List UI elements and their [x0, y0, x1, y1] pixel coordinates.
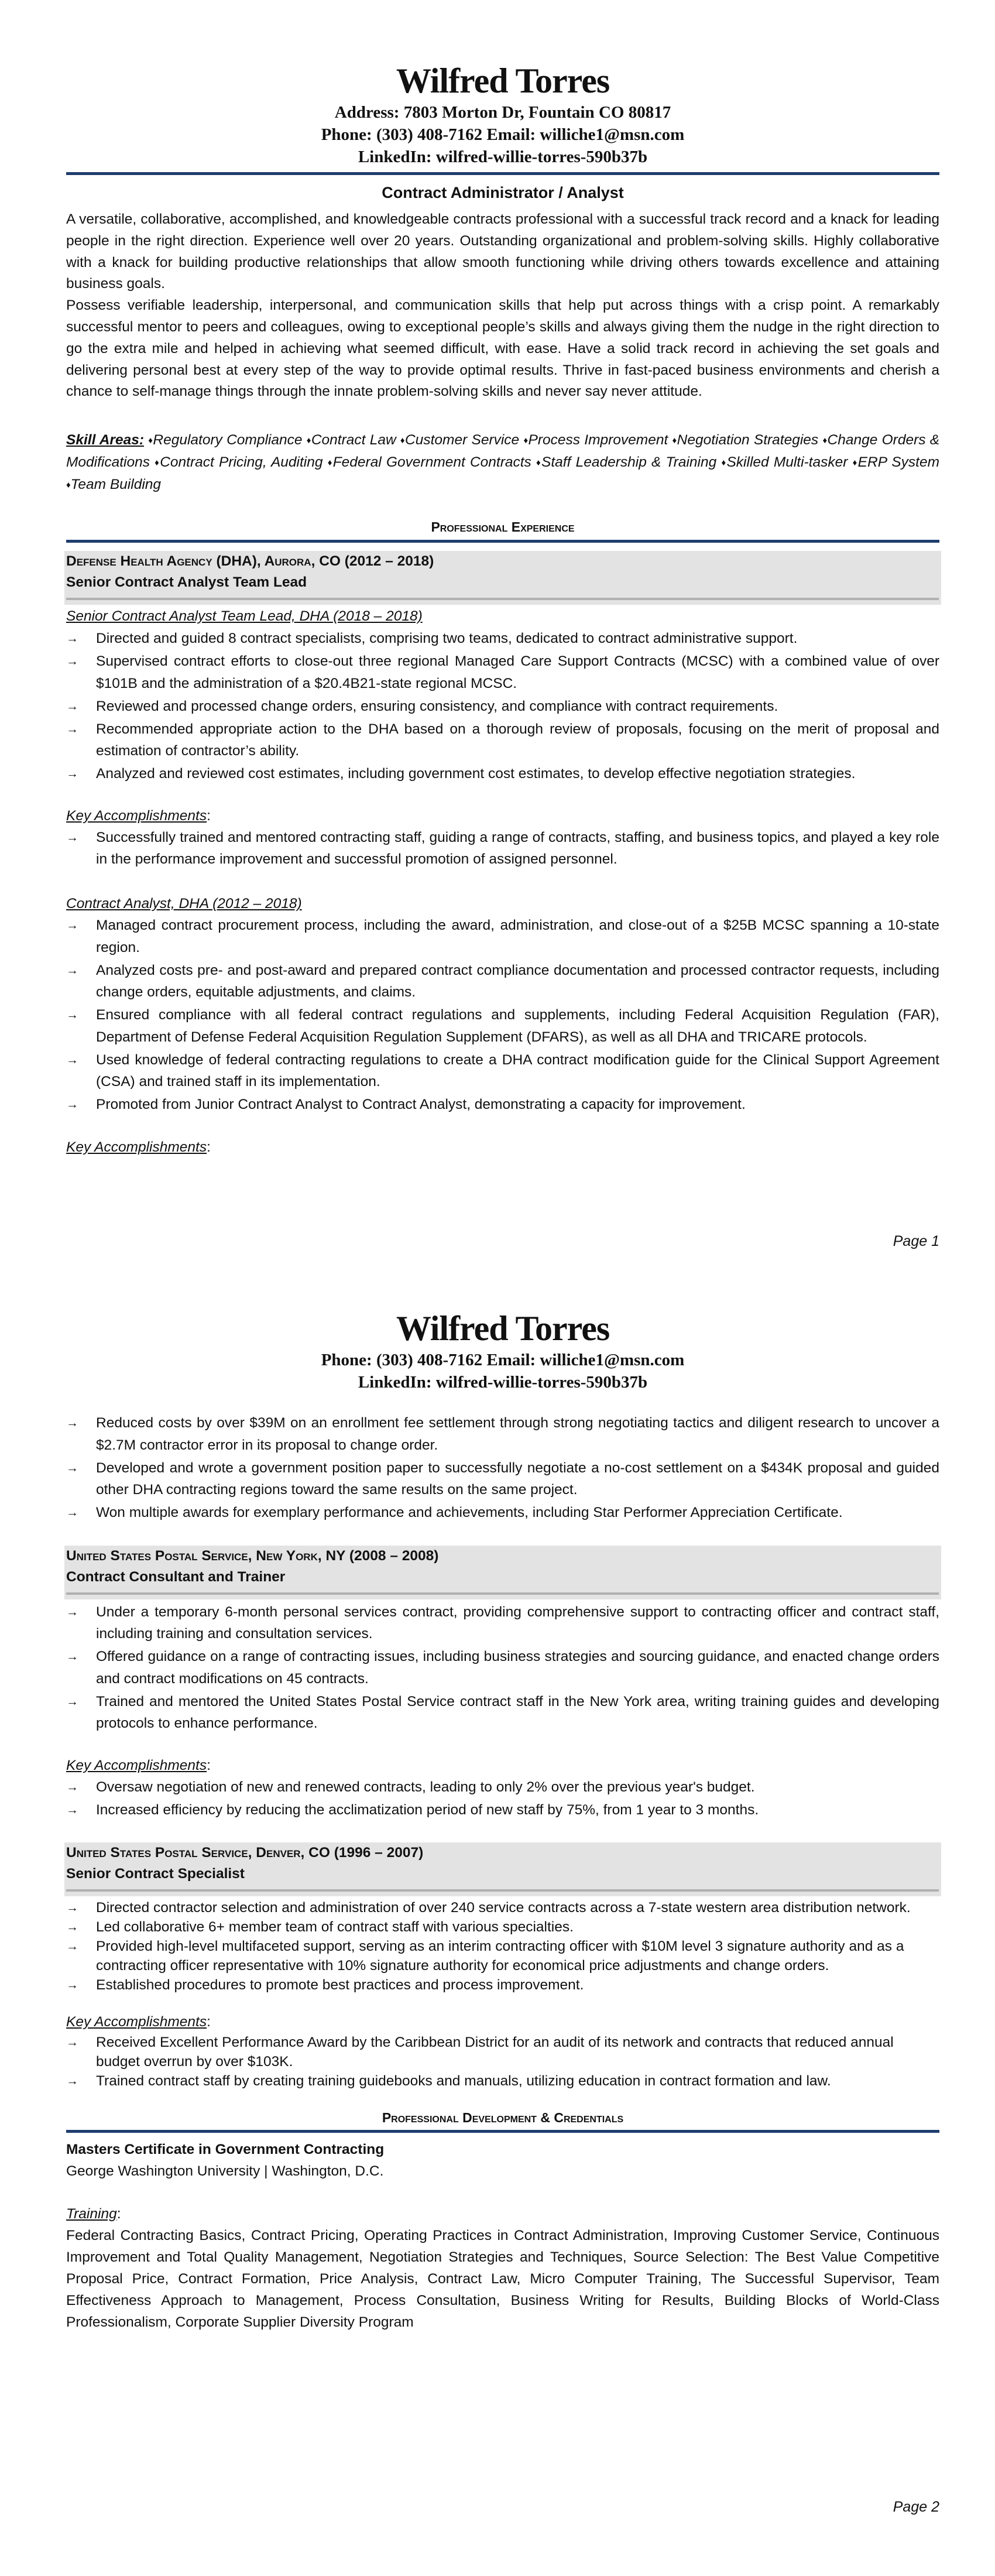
- list-item-text: Under a temporary 6-month personal services contract, providing comprehensive support to contracting officer and contract staff, including training and consultation services.: [96, 1604, 939, 1642]
- skill-areas: [66, 429, 939, 496]
- arrow-bullet-icon: →: [66, 1053, 78, 1067]
- diamond-bullet-icon: ♦: [822, 436, 828, 446]
- list-item: [66, 1776, 939, 1799]
- list-item: [66, 2071, 939, 2091]
- skill-item-text: ERP System: [857, 454, 939, 471]
- list-item-text: Reduced costs by over $39M on an enrollment fee settlement through strong negotiating tactics and diligent research to uncover a $2.7M contractor error in its proposal to change order.: [96, 1415, 939, 1453]
- arrow-bullet-icon: →: [66, 1461, 78, 1475]
- arrow-bullet-icon: →: [66, 1803, 78, 1817]
- key-accomplishments-label: [66, 2011, 939, 2033]
- header-divider: [66, 172, 939, 175]
- list-item: [66, 1502, 939, 1524]
- job-bullets: [66, 1601, 939, 1735]
- list-item-text: Promoted from Junior Contract Analyst to Contract Analyst, demonstrating a capacity for improvement.: [96, 1097, 746, 1113]
- list-item: [66, 1898, 939, 1917]
- list-item: [66, 1049, 939, 1093]
- list-item-text: Led collaborative 6+ member team of contract staff with various specialties.: [96, 1919, 574, 1935]
- arrow-bullet-icon: →: [66, 1605, 78, 1619]
- colon: :: [207, 1139, 211, 1155]
- job-title: Senior Contract Specialist: [66, 1866, 245, 1882]
- skill-item: [721, 454, 848, 470]
- list-item-text: Trained contract staff by creating training guidebooks and manuals, utilizing education in contract formation and law.: [96, 2073, 831, 2089]
- arrow-bullet-icon: →: [66, 767, 78, 781]
- skill-item: [400, 432, 519, 448]
- diamond-bullet-icon: ♦: [852, 458, 858, 468]
- accomplishment-bullets: [66, 1776, 939, 1821]
- diamond-bullet-icon: ♦: [155, 458, 160, 468]
- arrow-bullet-icon: →: [66, 1506, 78, 1519]
- job-divider: [66, 1592, 939, 1595]
- phone-email: Phone: (303) 408-7162 Email: williche1@msn.com: [321, 1351, 685, 1369]
- key-accomplishments-text: Key Accomplishments: [66, 2014, 207, 2030]
- arrow-bullet-icon: →: [66, 1940, 78, 1953]
- list-item: [66, 650, 939, 694]
- role-bullets: [66, 914, 939, 1116]
- candidate-name: Wilfred Torres: [396, 1309, 610, 1348]
- list-item-text: Developed and wrote a government position paper to successfully negotiate a no-cost settlement on a $434K proposal and guided other DHA contracting regions toward the same results on the same project.: [96, 1460, 939, 1498]
- arrow-bullet-icon: →: [66, 1780, 78, 1794]
- skill-item-text: Regulatory Compliance: [153, 432, 303, 448]
- key-accomplishments-text: Key Accomplishments: [66, 1757, 207, 1773]
- arrow-bullet-icon: →: [66, 1920, 78, 1934]
- list-item: [66, 1412, 939, 1456]
- arrow-bullet-icon: →: [66, 919, 78, 933]
- diamond-bullet-icon: ♦: [536, 458, 542, 468]
- degree: Masters Certificate in Government Contracting: [66, 2142, 385, 2157]
- list-item-text: Provided high-level multifaceted support, serving as an interim contracting officer with $10M level 3 signature authority and as a contracting officer representative with 10% signature authority for economical price adjustments and change orders.: [96, 1938, 904, 1974]
- list-item-text: Successfully trained and mentored contracting staff, guiding a range of contracts, staffing, and business topics, and played a key role in the performance improvement and successful promotion of assigned personnel.: [96, 829, 939, 868]
- colon: :: [207, 2014, 211, 2030]
- arrow-bullet-icon: →: [66, 699, 78, 713]
- diamond-bullet-icon: ♦: [306, 436, 311, 446]
- job-header: [64, 1842, 941, 1896]
- key-accomplishments-label: [66, 1755, 939, 1776]
- list-item-text: Managed contract procurement process, including the award, administration, and close-out of a $25B MCSC spanning a 10-state region.: [96, 917, 939, 955]
- skill-item: [328, 454, 531, 470]
- role-subtitle: Contract Analyst, DHA (2012 – 2018): [66, 896, 302, 912]
- skill-item: [523, 432, 668, 448]
- list-item: [66, 1601, 939, 1645]
- list-item: [66, 1917, 939, 1937]
- skill-areas-label: Skill Areas:: [66, 432, 144, 448]
- skill-item-text: Skilled Multi-tasker: [726, 454, 848, 471]
- skill-list: [66, 432, 939, 492]
- skill-item-text: Process Improvement: [528, 432, 668, 448]
- job-header: [64, 1546, 941, 1599]
- key-accomplishments-label: [66, 1136, 939, 1158]
- colon: :: [116, 2206, 121, 2222]
- skill-item-text: Customer Service: [405, 432, 520, 448]
- job-divider: [66, 1889, 939, 1892]
- list-item: [66, 1937, 939, 1975]
- company-name: United States Postal Service, Denver, CO (1996 – 2007): [66, 1845, 424, 1861]
- diamond-bullet-icon: ♦: [327, 458, 333, 468]
- school: George Washington University | Washington, D.C.: [66, 2163, 384, 2179]
- job-title: Senior Contract Analyst Team Lead: [66, 574, 307, 591]
- training-list: Federal Contracting Basics, Contract Pricing, Operating Practices in Contract Administration, Improving Customer Service, Continuous Improvement and Total Quality Management, Negotiation Strategies and Techniques, Source Selection: The Best Value Competitive Proposal Price, Contract Formation, Price Analysis, Contract Law, Micro Computer Training, The Successful Supervisor, Team Effectiveness Approach to Management, Process Consultation, Business Writing for Results, Building Blocks of World-Class Professionalism, Corporate Supplier Diversity Program: [66, 2228, 939, 2330]
- role-bullets: [66, 628, 939, 785]
- arrow-bullet-icon: →: [66, 1098, 78, 1112]
- list-item-text: Reviewed and processed change orders, ensuring consistency, and compliance with contract requirements.: [96, 698, 778, 714]
- summary-paragraph: Possess verifiable leadership, interpersonal, and communication skills that help put across things with a crisp point. A remarkably successful mentor to peers and colleagues, owing to exceptional people’s skills and always giving them the nudge in the right direction to go the extra mile and helped in achieving what seemed difficult, with ease. Have a solid track record in achieving the set goals and delivering personal best at every step of the way to provide optimal results. Thrive in fast-paced business environments and cherish a chance to self-manage things through the innate problem-solving skills and never say never attitude.: [66, 297, 939, 400]
- section-heading-experience: Professional Experience: [431, 519, 575, 535]
- arrow-bullet-icon: →: [66, 655, 78, 669]
- arrow-bullet-icon: →: [66, 722, 78, 736]
- list-item-text: Won multiple awards for exemplary performance and achievements, including Star Performer Appreciation Certificate.: [96, 1505, 843, 1520]
- list-item-text: Established procedures to promote best practices and process improvement.: [96, 1977, 584, 1993]
- arrow-bullet-icon: →: [66, 2036, 78, 2049]
- list-item-text: Directed and guided 8 contract specialists, comprising two teams, dedicated to contract administrative support.: [96, 631, 798, 647]
- list-item: [66, 1457, 939, 1501]
- list-item-text: Offered guidance on a range of contracting issues, including business strategies and sourcing guidance, and enacted change orders and contract modifications on 45 contracts.: [96, 1649, 939, 1687]
- skill-item: [66, 477, 161, 492]
- list-item: [66, 763, 939, 785]
- list-item: [66, 718, 939, 762]
- list-item: [66, 960, 939, 1003]
- list-item: [66, 914, 939, 958]
- diamond-bullet-icon: ♦: [400, 436, 406, 446]
- arrow-bullet-icon: →: [66, 1416, 78, 1430]
- summary-paragraph: A versatile, collaborative, accomplished, and knowledgeable contracts professional with a successful track record and a knack for leading people in the right direction. Experience well over 20 years. Outstanding organizational and problem-solving skills. Highly collaborative with a knack for building productive relationships that allow smooth functioning while driving others towards excellence and attaining business goals.: [66, 211, 939, 292]
- diamond-bullet-icon: ♦: [148, 436, 153, 446]
- role-subtitle: Senior Contract Analyst Team Lead, DHA (2018 – 2018): [66, 608, 423, 625]
- colon: :: [207, 807, 211, 824]
- resume-page-2: [0, 1288, 995, 2576]
- list-item: [66, 1646, 939, 1690]
- list-item: [66, 827, 939, 871]
- skill-item: [307, 432, 396, 448]
- key-accomplishments-text: Key Accomplishments: [66, 1139, 207, 1155]
- skill-item: [673, 432, 819, 448]
- list-item-text: Trained and mentored the United States Postal Service contract staff in the New York area, writing training guides and developing protocols to enhance performance.: [96, 1693, 939, 1731]
- skill-item: [853, 454, 939, 470]
- linkedin: LinkedIn: wilfred-willie-torres-590b37b: [358, 148, 648, 166]
- list-item-text: Recommended appropriate action to the DHA based on a thorough review of proposals, focusing on the merit of proposal and estimation of contractor’s ability.: [96, 721, 939, 759]
- diamond-bullet-icon: ♦: [721, 458, 727, 468]
- list-item: [66, 1799, 939, 1821]
- accomplishment-bullets: [66, 1412, 939, 1524]
- arrow-bullet-icon: →: [66, 2074, 78, 2088]
- candidate-name: Wilfred Torres: [396, 61, 610, 100]
- accomplishment-bullets: [66, 827, 939, 871]
- training-label: [66, 2203, 939, 2225]
- list-item: [66, 2033, 939, 2071]
- skill-item-text: Staff Leadership & Training: [541, 454, 717, 471]
- skill-item-text: Change Orders & Modifications: [66, 432, 940, 471]
- page-number: Page 1: [893, 1233, 939, 1249]
- diamond-bullet-icon: ♦: [523, 436, 529, 446]
- list-item: [66, 696, 939, 718]
- section-heading-development: Professional Development & Credentials: [382, 2110, 624, 2125]
- arrow-bullet-icon: →: [66, 1901, 78, 1914]
- colon: :: [207, 1757, 211, 1773]
- address: Address: 7803 Morton Dr, Fountain CO 80817: [334, 103, 671, 122]
- list-item-text: Used knowledge of federal contracting regulations to create a DHA contract modification guide for the Clinical Support Agreement (CSA) and trained staff in its implementation.: [96, 1051, 939, 1090]
- arrow-bullet-icon: →: [66, 963, 78, 977]
- page-number: Page 2: [893, 2499, 939, 2515]
- job-divider: [66, 598, 939, 600]
- key-accomplishments-label: [66, 805, 939, 827]
- arrow-bullet-icon: →: [66, 632, 78, 646]
- job-header: [64, 551, 941, 605]
- section-divider: [66, 2130, 939, 2133]
- skill-item: [536, 454, 716, 470]
- arrow-bullet-icon: →: [66, 1008, 78, 1022]
- training-label-text: Training: [66, 2206, 117, 2222]
- diamond-bullet-icon: ♦: [672, 436, 677, 446]
- list-item-text: Increased efficiency by reducing the acclimatization period of new staff by 75%, from 1 year to 3 months.: [96, 1801, 759, 1818]
- company-name: Defense Health Agency (DHA), Aurora, CO (2012 – 2018): [66, 553, 434, 570]
- arrow-bullet-icon: →: [66, 1694, 78, 1708]
- objective-title: Contract Administrator / Analyst: [382, 184, 624, 201]
- skill-item-text: Negotiation Strategies: [677, 432, 819, 448]
- arrow-bullet-icon: →: [66, 1650, 78, 1663]
- skill-item-text: Contract Pricing, Auditing: [160, 454, 323, 471]
- list-item: [66, 1094, 939, 1116]
- list-item-text: Directed contractor selection and administration of over 240 service contracts across a 7-state western area distribution network.: [96, 1900, 911, 1916]
- list-item-text: Analyzed costs pre- and post-award and prepared contract compliance documentation and processed contractor requests, including change orders, equitable adjustments, and claims.: [96, 962, 939, 1001]
- list-item-text: Supervised contract efforts to close-out three regional Managed Care Support Contracts (MCSC) with a combined value of over $101B and the administration of a $20.4B21-state regional MCSC.: [96, 653, 939, 691]
- diamond-bullet-icon: ♦: [66, 480, 71, 491]
- list-item-text: Analyzed and reviewed cost estimates, including government cost estimates, to develop effective negotiation strategies.: [96, 766, 856, 782]
- section-divider: [66, 540, 939, 543]
- list-item: [66, 1975, 939, 1995]
- arrow-bullet-icon: →: [66, 830, 78, 844]
- skill-item-text: Team Building: [70, 477, 162, 493]
- accomplishment-bullets: [66, 2033, 939, 2091]
- list-item: [66, 628, 939, 650]
- skill-item-text: Contract Law: [311, 432, 396, 448]
- linkedin: LinkedIn: wilfred-willie-torres-590b37b: [358, 1373, 648, 1392]
- key-accomplishments-text: Key Accomplishments: [66, 807, 207, 824]
- list-item-text: Oversaw negotiation of new and renewed contracts, leading to only 2% over the previous year's budget.: [96, 1779, 755, 1795]
- skill-item: [155, 454, 322, 470]
- list-item: [66, 1691, 939, 1735]
- list-item: [66, 1004, 939, 1048]
- skill-item: [148, 432, 302, 448]
- list-item-text: Received Excellent Performance Award by the Caribbean District for an audit of its network and contracts that reduced annual budget overrun by over $103K.: [96, 2034, 894, 2070]
- arrow-bullet-icon: →: [66, 1978, 78, 1992]
- job-title: Contract Consultant and Trainer: [66, 1568, 286, 1585]
- skill-item-text: Federal Government Contracts: [332, 454, 531, 471]
- job-bullets: [66, 1898, 939, 1995]
- company-name: United States Postal Service, New York, NY (2008 – 2008): [66, 1547, 439, 1564]
- phone-email: Phone: (303) 408-7162 Email: williche1@msn.com: [321, 125, 685, 144]
- list-item-text: Ensured compliance with all federal contract regulations and supplements, including Federal Acquisition Regulation (FAR), Department of Defense Federal Acquisition Regulation Supplement (DFARS), as well as all DHA and TRICARE protocols.: [96, 1007, 939, 1045]
